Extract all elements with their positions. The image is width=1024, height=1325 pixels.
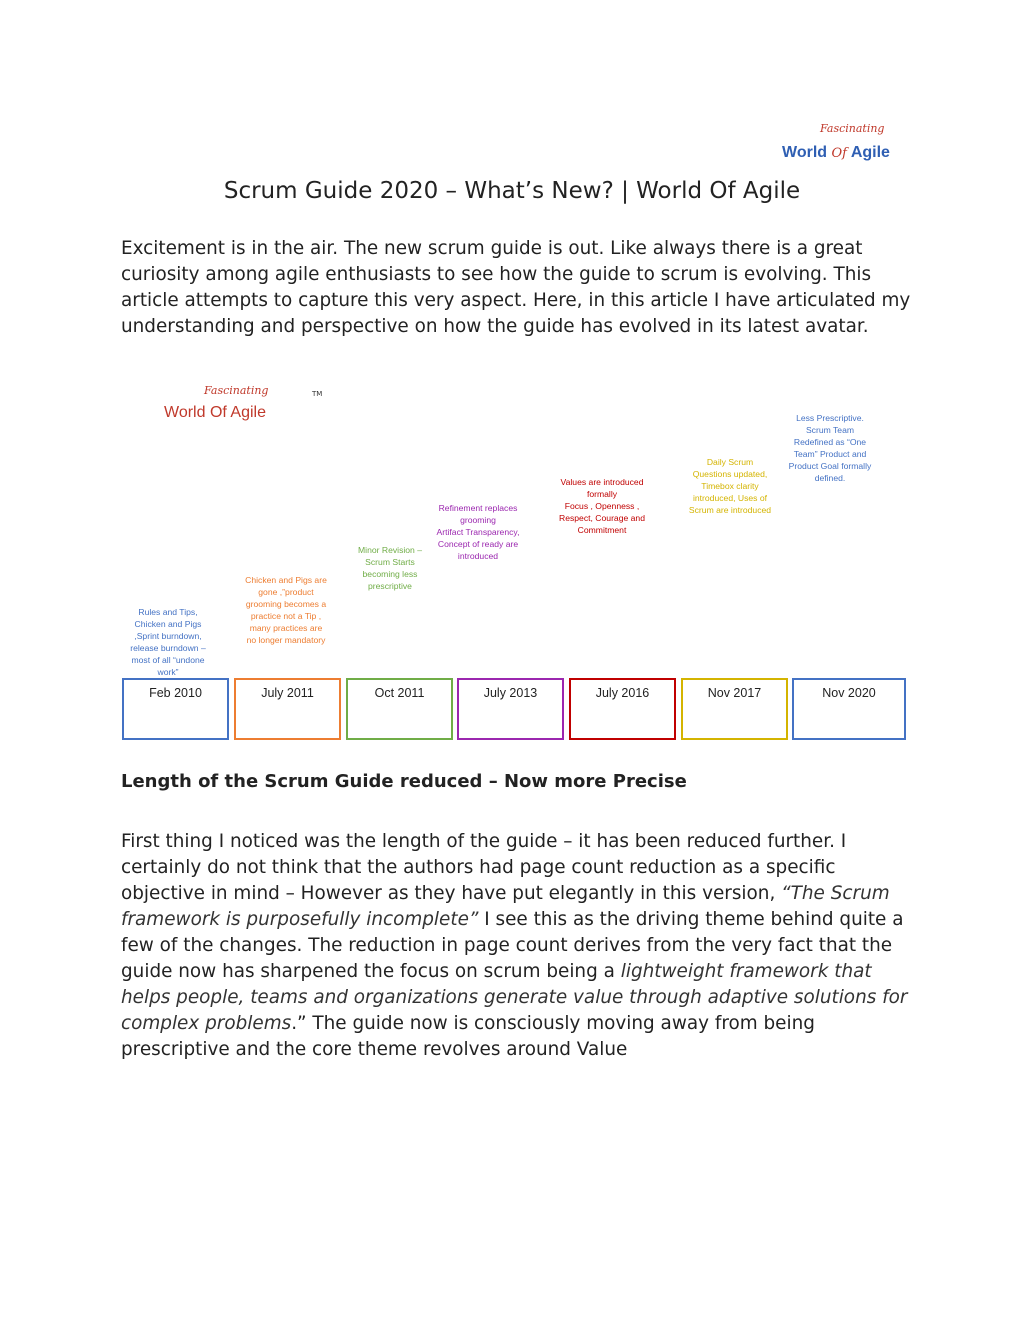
figure-logo-name: World Of Agile <box>164 404 266 421</box>
milestone-note: Daily Scrum Questions updated, Timebox clarity introduced, Uses of Scrum are introduced <box>688 457 772 515</box>
milestone-box <box>681 678 788 740</box>
intro-paragraph: Excitement is in the air. The new scrum guide is out. Like always there is a great curiosity among agile enthusiasts to see how the guide to scrum is evolving. This article attempts to capture this very aspect. Here, in this article I have articulated my understanding and perspective on how the guide has evolved in its latest avatar. <box>121 238 911 337</box>
body-text-1: First thing I noticed was the length of the guide – it has been reduced further. I certainly do not think that the authors had page count reduction as a specific objective in mind – However as they have put elegantly in this version, <box>121 831 847 904</box>
body-paragraph <box>121 829 921 1063</box>
figure-logo-tagline: Fascinating <box>204 384 269 397</box>
milestone-date: Nov 2020 <box>822 686 876 700</box>
milestone-note: Minor Revision – Scrum Starts becoming less prescriptive <box>358 545 422 591</box>
milestone-box <box>569 678 676 740</box>
milestone-date: Nov 2017 <box>707 686 762 700</box>
milestone-note: Rules and Tips, Chicken and Pigs ,Sprint burndown, release burndown – most of all “undone work” <box>130 607 206 677</box>
milestone-date: Feb 2010 <box>149 686 202 700</box>
body-quote-2: lightweight framework that helps people, teams and organizations generate value through adaptive solutions for complex problems <box>121 961 908 1034</box>
milestone-note: Chicken and Pigs are gone ,”product grooming becomes a practice not a Tip , many practices are no longer mandatory <box>245 575 327 645</box>
milestone-note: Less Prescriptive. Scrum Team Redefined as “One Team” Product and Product Goal formally defined. <box>788 413 872 483</box>
milestone-date: July 2011 <box>261 686 314 700</box>
logo-tagline: Fascinating <box>820 122 885 135</box>
logo-word-of: Of <box>831 146 847 161</box>
body-text-2: I see this as the driving theme behind quite a few of the changes. The reduction in page count derives from the very fact that the guide now has sharpened the focus on scrum being a <box>121 909 904 982</box>
milestone-box <box>234 678 341 740</box>
logo-word-world: World <box>782 144 828 161</box>
milestone-box <box>457 678 564 740</box>
milestone-note: Values are introduced formally Focus , Openness , Respect, Courage and Commitment <box>559 477 645 535</box>
milestone-date: July 2013 <box>483 686 538 700</box>
logo-wordmark <box>782 144 890 162</box>
page-title: Scrum Guide 2020 – What’s New? | World Of Agile <box>223 178 801 204</box>
milestone-note: Refinement replaces grooming Artifact Transparency, Concept of ready are introduced <box>436 503 520 561</box>
figure-logo-tm: TM <box>312 390 323 398</box>
timeline-figure <box>116 378 911 748</box>
milestone-box <box>346 678 453 740</box>
milestone-date: July 2016 <box>595 686 650 700</box>
figure-logo <box>164 384 323 424</box>
milestone-box <box>792 678 906 740</box>
logo-word-agile: Agile <box>850 144 890 161</box>
brand-logo <box>782 122 902 170</box>
body-text-3: .” The guide now is consciously moving away from being prescriptive and the core theme revolves around Value <box>121 1013 815 1060</box>
milestone-box <box>122 678 229 740</box>
body-quote-1: “The Scrum framework is purposefully incomplete” <box>121 883 890 930</box>
milestone-date: Oct 2011 <box>374 686 425 700</box>
section-heading: Length of the Scrum Guide reduced – Now more Precise <box>121 771 687 792</box>
